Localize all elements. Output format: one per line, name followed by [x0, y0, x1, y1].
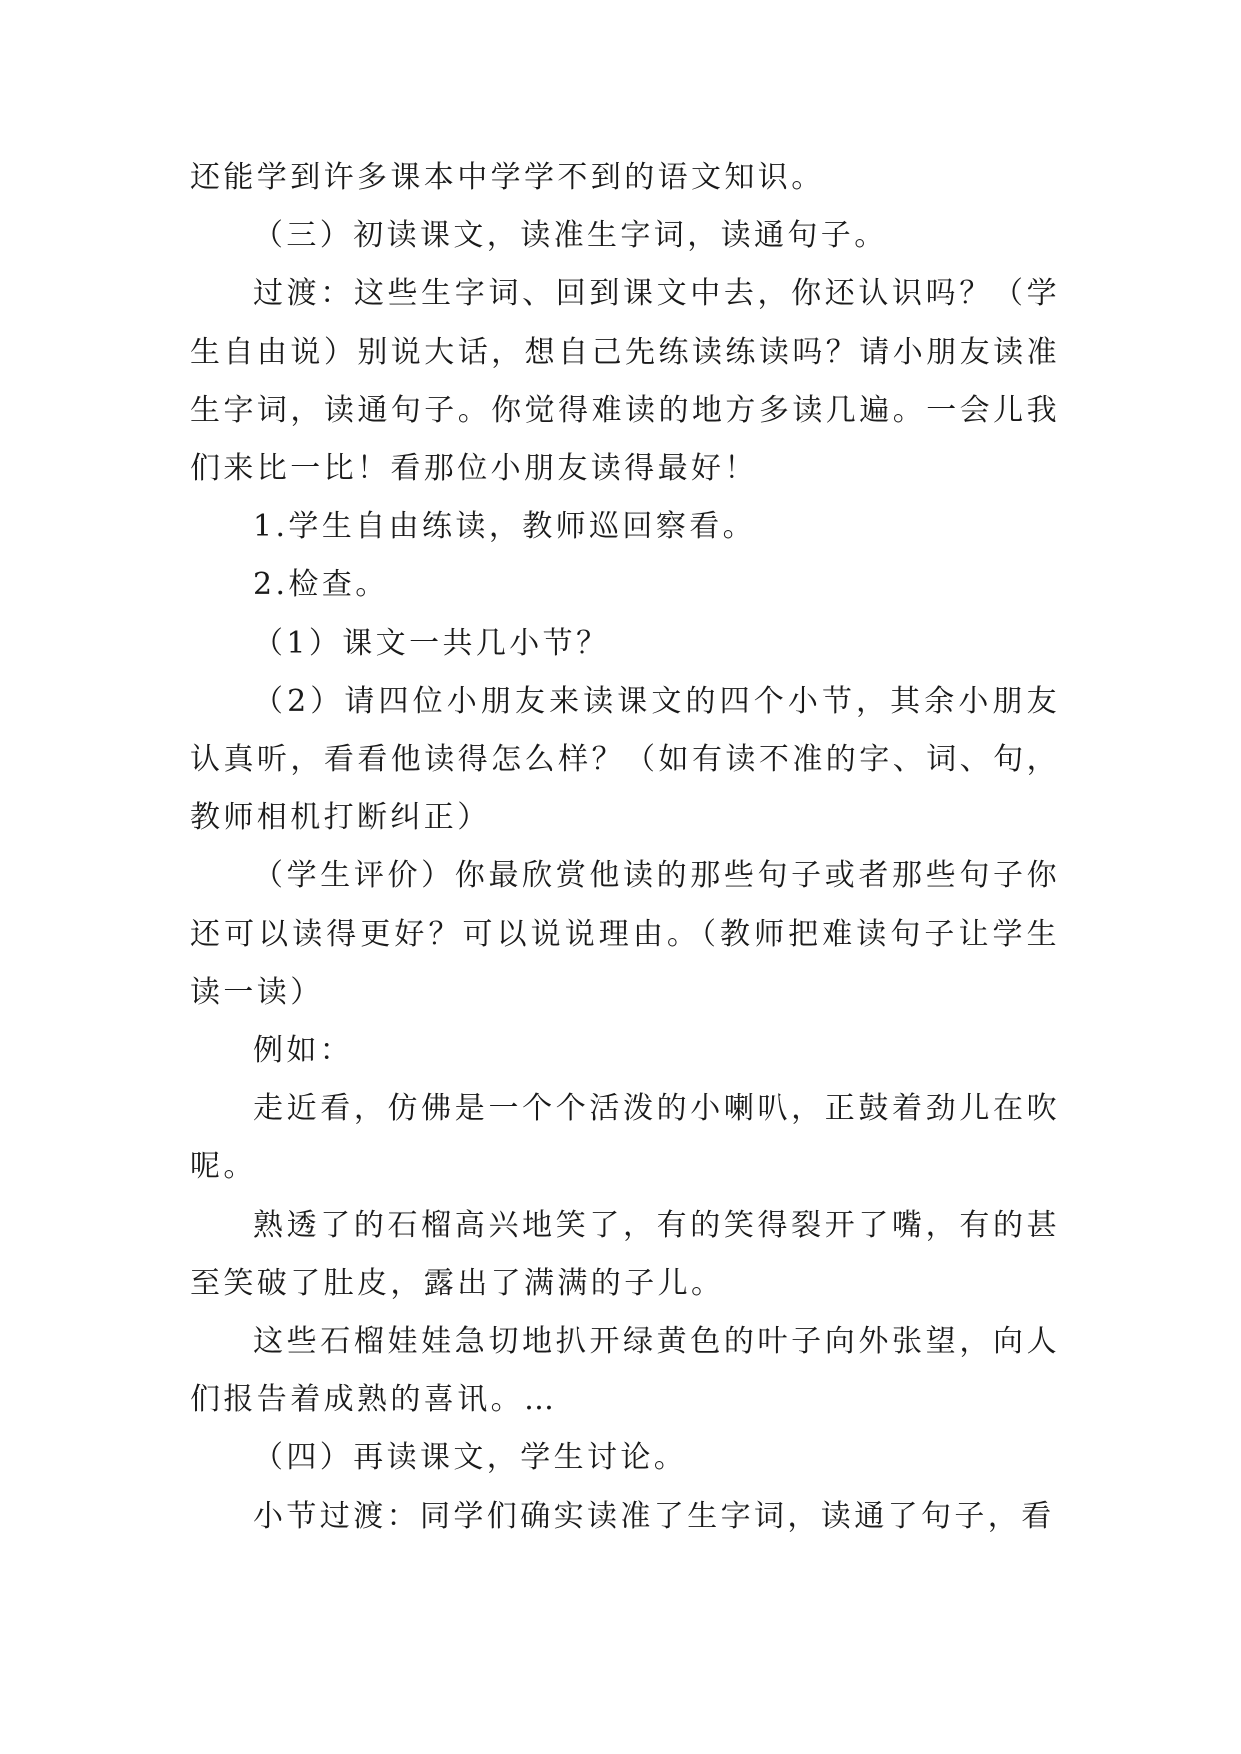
- example-sentence-2: 熟透了的石榴高兴地笑了，有的笑得裂开了嘴，有的甚至笑破了肚皮，露出了满满的子儿。: [190, 1207, 1060, 1301]
- step-1: 1.学生自由练读，教师巡回察看。: [253, 509, 757, 545]
- example-sentence-1: 走近看，仿佛是一个个活泼的小喇叭，正鼓着劲儿在吹呢。: [190, 1091, 1060, 1185]
- example-label: 例如：: [253, 1033, 354, 1069]
- paragraph-transition: 过渡：这些生字词、回到课文中去，你还认识吗？（学生自由说）别说大话，想自己先练读练读吗？请小朋友读准生字词，读通句子。你觉得难读的地方多读几遍。一会儿我们来比一比！看那位小朋友读得最好！: [190, 276, 1060, 487]
- document-body: [190, 149, 1060, 1546]
- step-2: 2.检查。: [253, 567, 389, 603]
- section-heading-4: （四）再读课文，学生讨论。: [253, 1440, 688, 1476]
- paragraph-continuation: 还能学到许多课本中学学不到的语文知识。: [190, 160, 825, 195]
- paragraph-section-transition: 小节过渡：同学们确实读准了生字词，读通了句子，看: [253, 1498, 1055, 1534]
- substep-2: （2）请四位小朋友来读课文的四个小节，其余小朋友认真听，看看他读得怎么样？（如有读不准的字、词、句，教师相机打断纠正）: [190, 683, 1060, 836]
- paragraph-student-evaluation: （学生评价）你最欣赏他读的那些句子或者那些句子你还可以读得更好？可以说说理由。（教师把难读句子让学生读一读）: [190, 858, 1060, 1010]
- example-sentence-3: 这些石榴娃娃急切地扒开绿黄色的叶子向外张望，向人们报告着成熟的喜讯。…: [190, 1324, 1060, 1418]
- substep-1: （1）课文一共几小节？: [253, 625, 610, 661]
- section-heading-3: （三）初读课文，读准生字词，读通句子。: [253, 218, 888, 254]
